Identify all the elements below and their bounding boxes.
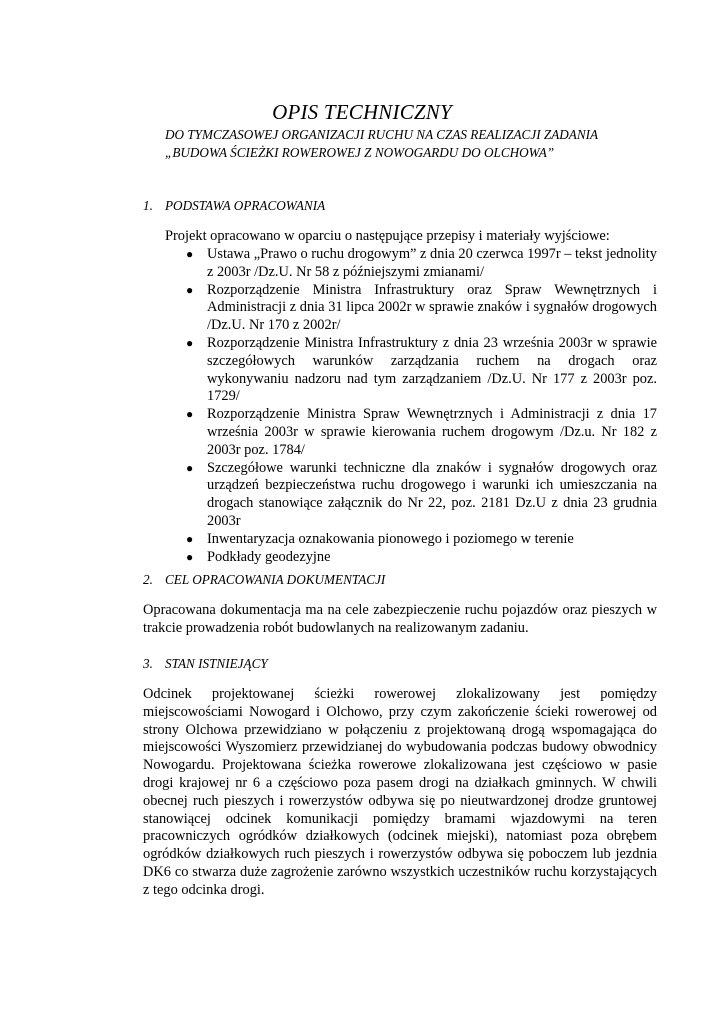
list-item-text: Ustawa „Prawo o ruchu drogowym” z dnia 20 czerwca 1997r – tekst jednolity z 2003r /Dz.U. Nr 58 z późniejszymi zmianami/	[207, 246, 657, 280]
bullet-icon: ●	[186, 531, 194, 546]
bullet-icon: ●	[186, 549, 194, 564]
list-item-text: Rozporządzenie Ministra Infrastruktury z dnia 23 września 2003r w sprawie szczegółowych warunków zarządzania ruchem na drogach oraz wykonywaniu nadzoru nad tym zarządzaniem /Dz.U. Nr 177 z 2003r poz. 1729/	[207, 334, 657, 405]
list-item-text: Podkłady geodezyjne	[207, 548, 331, 565]
section-2-heading	[143, 572, 385, 588]
section-title: STAN ISTNIEJĄCY	[165, 656, 268, 671]
list-item	[165, 246, 657, 282]
bullet-icon: ●	[186, 460, 194, 475]
bullet-icon: ●	[186, 407, 194, 422]
section-number: 1.	[143, 198, 153, 213]
list-item-text: Rozporządzenie Ministra Infrastruktury oraz Spraw Wewnętrznych i Administracji z dnia 31 lipca 2002r w sprawie znaków i sygnałów drogowych /Dz.U. Nr 170 z 2002r/	[207, 281, 657, 334]
section-number: 2.	[143, 572, 153, 587]
bullet-icon: ●	[186, 282, 194, 297]
list-item-text: Rozporządzenie Ministra Spraw Wewnętrznych i Administracji z dnia 17 września 2003r w sprawie kierowania ruchem drogowym /Dz.u. Nr 182 z 2003r poz. 1784/	[207, 406, 657, 458]
source-materials-list	[165, 246, 657, 566]
list-item-text: Inwentaryzacja oznakowania pionowego i poziomego w terenie	[207, 530, 574, 547]
section-2-text: Opracowana dokumentacja ma na cele zabezpieczenie ruchu pojazdów oraz pieszych w trakcie prowadzenia robót budowlanych na realizowanym zadaniu.	[143, 602, 657, 636]
list-item	[165, 335, 657, 406]
document-subtitle-line-2: „BUDOWA ŚCIEŻKI ROWEROWEJ Z NOWOGARDU DO OLCHOWA”	[165, 145, 555, 160]
section-title: CEL OPRACOWANIA DOKUMENTACJI	[165, 572, 386, 587]
list-item	[165, 549, 657, 567]
list-item	[165, 406, 657, 459]
list-item	[165, 531, 657, 549]
bullet-icon: ●	[186, 335, 194, 350]
list-item	[165, 282, 657, 335]
list-item-text: Szczegółowe warunki techniczne dla znaków i sygnałów drogowych oraz urządzeń bezpieczeństwa ruchu drogowego i warunki ich umieszczania na drogach stanowiące załącznik do Nr 22, poz. 2181 Dz.U z dnia 23 grudnia 2003r	[207, 459, 657, 529]
section-1-heading	[143, 198, 325, 214]
list-item	[165, 460, 657, 531]
document-subtitle-line-1: DO TYMCZASOWEJ ORGANIZACJI RUCHU NA CZAS REALIZACJI ZADANIA	[165, 127, 599, 142]
section-3-text: Odcinek projektowanej ścieżki rowerowej zlokalizowany jest pomiędzy miejscowościami Nowogard i Olchowo, przy czym zakończenie ścieki rowerowej od strony Olchowa przewidziano w połączeniu z projektowaną drogą wspomagająca do miejscowości Wyszomierz przewidzianej do wybudowania podczas budowy obwodnicy Nowogardu. Projektowana ścieżka rowerowe zlokalizowana jest częściowo w pasie drogi krajowej nr 6 a częściowo poza pasem drogi na działkach gminnych. W chwili obecnej ruch pieszych i rowerzystów odbywa się po nieutwardzonej drodze gruntowej stanowiącej odcinek komunikacji pomiędzy bramami wjazdowymi na teren pracowniczych ogródków działkowych (odcinek miejski), natomiast poza obrębem ogródków działkowych ruch pieszych i rowerzystów odbywa się poboczem lub jezdnia DK6 co stwarza duże zagrożenie zarówno wszystkich uczestników ruchu korzystających z tego odcinka drogi.	[143, 686, 657, 898]
section-title: PODSTAWA OPRACOWANIA	[165, 198, 326, 213]
section-number: 3.	[143, 656, 153, 671]
bullet-icon: ●	[186, 247, 194, 261]
section-1-intro: Projekt opracowano w oparciu o następujące przepisy i materiały wyjściowe:	[165, 228, 610, 244]
section-3-heading	[143, 656, 268, 672]
document-title: OPIS TECHNICZNY	[272, 100, 452, 124]
